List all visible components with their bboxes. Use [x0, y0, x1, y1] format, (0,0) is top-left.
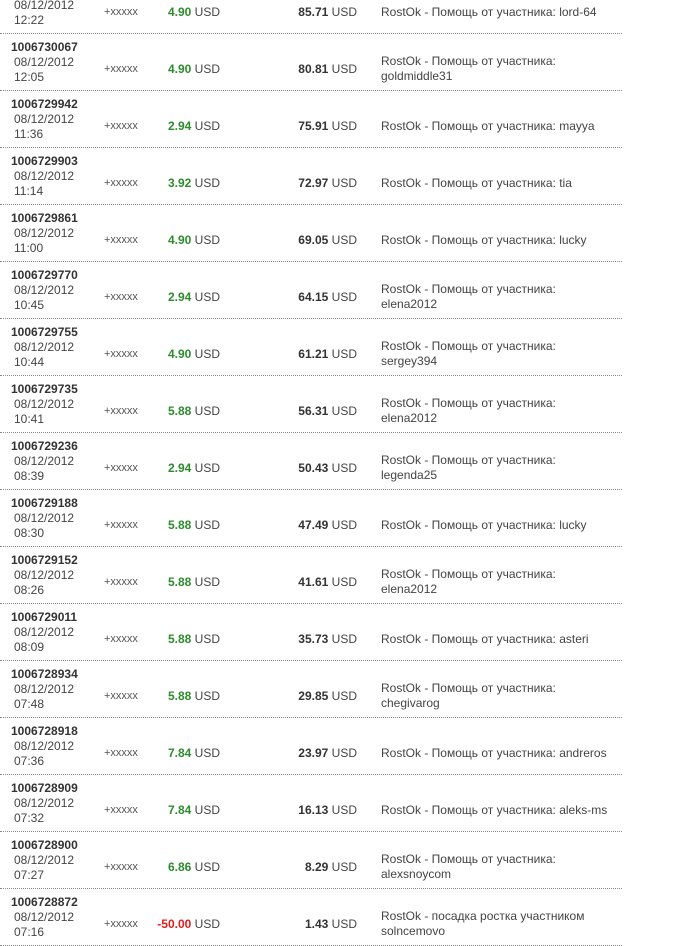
transaction-time: 11:14	[14, 184, 44, 198]
comment-line: sergey394	[381, 354, 438, 368]
transaction-datetime	[14, 0, 84, 28]
transaction-phone: +xxxxx	[104, 177, 138, 189]
transaction-phone: +xxxxx	[104, 348, 138, 360]
amount-currency: USD	[194, 233, 220, 247]
transaction-time: 08:09	[14, 640, 45, 654]
transaction-amount	[168, 233, 220, 247]
comment-line: RostOk - Помощь от участника:	[381, 567, 556, 581]
transaction-row	[0, 433, 622, 490]
transaction-phone: +xxxxx	[104, 633, 138, 645]
comment-line: elena2012	[381, 297, 438, 311]
balance-currency: USD	[331, 347, 357, 361]
balance-currency: USD	[331, 689, 357, 703]
transaction-time: 11:36	[14, 127, 44, 141]
balance-currency: USD	[331, 176, 357, 190]
transaction-row	[0, 262, 622, 319]
transaction-id: 1006729188	[11, 496, 78, 510]
transaction-balance	[298, 233, 357, 247]
amount-currency: USD	[194, 461, 220, 475]
transaction-phone: +xxxxx	[104, 462, 138, 474]
transaction-time: 10:44	[14, 355, 45, 369]
transaction-datetime	[14, 112, 84, 142]
transaction-row	[0, 91, 622, 148]
transaction-balance	[298, 461, 357, 475]
transaction-row	[0, 718, 622, 775]
transaction-row	[0, 775, 622, 832]
amount-currency: USD	[194, 860, 220, 874]
amount-value: 4.90	[167, 5, 192, 19]
transaction-id: 1006730067	[11, 40, 78, 54]
comment-line: RostOk - Помощь от участника:	[381, 681, 556, 695]
balance-value: 41.61	[298, 575, 329, 589]
transaction-date: 08/12/2012	[14, 283, 75, 297]
transaction-balance	[298, 290, 357, 304]
transaction-amount	[157, 917, 220, 931]
balance-value: 61.21	[298, 347, 329, 361]
transaction-comment	[381, 632, 613, 647]
amount-value: 5.88	[167, 575, 192, 589]
balance-currency: USD	[331, 233, 357, 247]
transaction-comment	[381, 681, 613, 711]
transaction-date: 08/12/2012	[14, 169, 75, 183]
comment-line: elena2012	[381, 582, 438, 596]
transaction-phone: +xxxxx	[104, 120, 138, 132]
amount-currency: USD	[194, 518, 220, 532]
transaction-time: 07:16	[14, 925, 45, 939]
transaction-id: 1006729861	[11, 211, 78, 225]
transaction-phone: +xxxxx	[104, 234, 138, 246]
transaction-comment	[381, 339, 613, 369]
transaction-date: 08/12/2012	[14, 511, 75, 525]
balance-currency: USD	[331, 632, 357, 646]
transaction-amount	[168, 803, 220, 817]
transaction-id: 1006729903	[11, 154, 78, 168]
amount-value: 3.92	[167, 176, 192, 190]
comment-line: RostOk - Помощь от участника:	[381, 339, 556, 353]
balance-currency: USD	[331, 518, 357, 532]
transaction-comment	[381, 746, 613, 761]
transaction-comment	[381, 453, 613, 483]
transaction-datetime	[14, 796, 84, 826]
transaction-row	[0, 205, 622, 262]
amount-currency: USD	[194, 746, 220, 760]
transaction-balance	[305, 860, 357, 874]
transaction-phone: +xxxxx	[104, 804, 138, 816]
comment-line: goldmiddle31	[381, 69, 453, 83]
transaction-phone: +xxxxx	[104, 405, 138, 417]
balance-value: 75.91	[298, 119, 329, 133]
amount-value: 6.86	[167, 860, 192, 874]
transaction-datetime	[14, 625, 84, 655]
balance-value: 16.13	[298, 803, 329, 817]
transaction-time: 12:22	[14, 13, 45, 27]
amount-currency: USD	[194, 917, 220, 931]
balance-currency: USD	[331, 290, 357, 304]
transaction-row	[0, 319, 622, 376]
transaction-time: 11:00	[14, 241, 44, 255]
transaction-comment	[381, 803, 613, 818]
transaction-datetime	[14, 853, 84, 883]
balance-value: 50.43	[298, 461, 329, 475]
amount-value: -50.00	[157, 917, 192, 931]
transaction-datetime	[14, 169, 84, 199]
transaction-row	[0, 148, 622, 205]
balance-value: 1.43	[304, 917, 329, 931]
comment-line: RostOk - Помощь от участника:	[381, 852, 556, 866]
transaction-balance	[305, 917, 357, 931]
balance-currency: USD	[331, 461, 357, 475]
transaction-datetime	[14, 910, 84, 940]
transaction-phone: +xxxxx	[104, 861, 138, 873]
amount-currency: USD	[194, 347, 220, 361]
transaction-comment	[381, 909, 613, 939]
transaction-time: 08:39	[14, 469, 45, 483]
transaction-datetime	[14, 283, 84, 313]
transaction-id: 1006729942	[11, 97, 78, 111]
amount-value: 2.94	[167, 290, 192, 304]
transaction-balance	[298, 176, 357, 190]
transaction-phone: +xxxxx	[104, 519, 138, 531]
transaction-comment	[381, 567, 613, 597]
balance-value: 80.81	[298, 62, 329, 76]
transaction-date: 08/12/2012	[14, 340, 75, 354]
balance-value: 56.31	[298, 404, 329, 418]
transaction-id: 1006729755	[11, 325, 78, 339]
transaction-balance	[298, 803, 357, 817]
comment-line: RostOk - Помощь от участника:	[381, 282, 556, 296]
balance-value: 64.15	[298, 290, 329, 304]
transaction-datetime	[14, 739, 84, 769]
balance-currency: USD	[331, 575, 357, 589]
transaction-date: 08/12/2012	[14, 454, 75, 468]
transaction-balance	[298, 575, 357, 589]
comment-line: RostOk - Помощь от участника: mayya	[381, 119, 595, 133]
transaction-row	[0, 832, 622, 889]
comment-line: RostOk - Помощь от участника:	[381, 54, 556, 68]
transaction-phone: +xxxxx	[104, 6, 138, 18]
transaction-row	[0, 0, 622, 34]
balance-value: 69.05	[298, 233, 329, 247]
transaction-balance	[298, 347, 357, 361]
transaction-comment	[381, 282, 613, 312]
comment-line: solncemovo	[381, 924, 446, 938]
amount-currency: USD	[194, 176, 220, 190]
transaction-date: 08/12/2012	[14, 910, 75, 924]
transaction-id: 1006728900	[11, 838, 78, 852]
amount-value: 5.88	[167, 689, 192, 703]
amount-currency: USD	[194, 803, 220, 817]
transaction-comment	[381, 119, 613, 134]
amount-currency: USD	[194, 689, 220, 703]
transaction-date: 08/12/2012	[14, 568, 75, 582]
transaction-amount	[168, 518, 220, 532]
transaction-comment	[381, 5, 613, 20]
transaction-datetime	[14, 682, 84, 712]
transaction-row	[0, 490, 622, 547]
transaction-balance	[298, 689, 357, 703]
transaction-phone: +xxxxx	[104, 576, 138, 588]
transaction-id: 1006729770	[11, 268, 78, 282]
transaction-date: 08/12/2012	[14, 226, 75, 240]
transaction-balance	[298, 518, 357, 532]
transaction-phone: +xxxxx	[104, 747, 138, 759]
balance-value: 85.71	[298, 5, 329, 19]
balance-currency: USD	[331, 803, 357, 817]
transaction-datetime	[14, 511, 84, 541]
amount-value: 4.90	[167, 62, 192, 76]
transaction-date: 08/12/2012	[14, 112, 75, 126]
transaction-amount	[168, 689, 220, 703]
transaction-balance	[298, 62, 357, 76]
transaction-id: 1006729152	[11, 553, 78, 567]
transaction-comment	[381, 852, 613, 882]
transaction-phone: +xxxxx	[104, 291, 138, 303]
transaction-balance	[298, 5, 357, 19]
comment-line: legenda25	[381, 468, 438, 482]
transaction-amount	[168, 632, 220, 646]
comment-line: RostOk - Помощь от участника: asteri	[381, 632, 589, 646]
transaction-amount	[168, 62, 220, 76]
transaction-amount	[168, 746, 220, 760]
comment-line: alexsnoycom	[381, 867, 452, 881]
transaction-time: 10:45	[14, 298, 45, 312]
transaction-time: 08:30	[14, 526, 45, 540]
transaction-date: 08/12/2012	[14, 625, 75, 639]
transaction-row	[0, 889, 622, 946]
transaction-comment	[381, 233, 613, 248]
transaction-time: 08:26	[14, 583, 45, 597]
transaction-datetime	[14, 568, 84, 598]
transaction-id: 1006728872	[11, 895, 78, 909]
transaction-amount	[168, 119, 220, 133]
transaction-comment	[381, 176, 613, 191]
transaction-id: 1006728909	[11, 781, 78, 795]
amount-value: 4.90	[167, 347, 192, 361]
amount-currency: USD	[194, 632, 220, 646]
amount-currency: USD	[194, 404, 220, 418]
amount-currency: USD	[194, 5, 220, 19]
amount-value: 5.88	[167, 518, 192, 532]
transaction-row	[0, 547, 622, 604]
transaction-id: 1006728934	[11, 667, 78, 681]
balance-value: 8.29	[304, 860, 329, 874]
transaction-comment	[381, 518, 613, 533]
amount-value: 5.88	[167, 632, 192, 646]
transaction-datetime	[14, 454, 84, 484]
transaction-time: 07:27	[14, 868, 45, 882]
transaction-date: 08/12/2012	[14, 853, 75, 867]
transaction-amount	[168, 290, 220, 304]
transaction-row	[0, 661, 622, 718]
amount-value: 5.88	[167, 404, 192, 418]
transaction-datetime	[14, 55, 84, 85]
transaction-balance	[298, 119, 357, 133]
balance-value: 29.85	[298, 689, 329, 703]
transaction-date: 08/12/2012	[14, 796, 75, 810]
transaction-date: 08/12/2012	[14, 0, 75, 12]
transaction-time: 07:48	[14, 697, 45, 711]
transaction-id: 1006729236	[11, 439, 78, 453]
balance-currency: USD	[331, 119, 357, 133]
transaction-amount	[168, 176, 220, 190]
amount-currency: USD	[194, 290, 220, 304]
balance-value: 23.97	[298, 746, 329, 760]
transaction-comment	[381, 396, 613, 426]
transaction-amount	[168, 404, 220, 418]
transaction-time: 07:32	[14, 811, 45, 825]
balance-value: 35.73	[298, 632, 329, 646]
transaction-phone: +xxxxx	[104, 690, 138, 702]
comment-line: RostOk - Помощь от участника:	[381, 396, 556, 410]
balance-currency: USD	[331, 404, 357, 418]
transaction-phone: +xxxxx	[104, 63, 138, 75]
comment-line: RostOk - Помощь от участника: tia	[381, 176, 572, 190]
amount-currency: USD	[194, 62, 220, 76]
balance-currency: USD	[331, 5, 357, 19]
transaction-date: 08/12/2012	[14, 55, 75, 69]
transaction-row	[0, 376, 622, 433]
amount-value: 7.84	[167, 803, 192, 817]
transaction-datetime	[14, 340, 84, 370]
comment-line: RostOk - Помощь от участника: lucky	[381, 518, 587, 532]
comment-line: chegivarog	[381, 696, 440, 710]
transaction-id: 1006729011	[11, 610, 78, 624]
transaction-amount	[168, 575, 220, 589]
transaction-datetime	[14, 226, 84, 256]
balance-currency: USD	[331, 746, 357, 760]
transaction-row	[0, 34, 622, 91]
transaction-balance	[298, 746, 357, 760]
transaction-comment	[381, 54, 613, 84]
transaction-time: 10:41	[14, 412, 45, 426]
comment-line: elena2012	[381, 411, 438, 425]
transaction-amount	[168, 347, 220, 361]
transaction-amount	[168, 5, 220, 19]
transaction-phone: +xxxxx	[104, 918, 138, 930]
transaction-time: 12:05	[14, 70, 45, 84]
amount-currency: USD	[194, 575, 220, 589]
transaction-id: 1006728918	[11, 724, 78, 738]
comment-line: RostOk - Помощь от участника: lord-64	[381, 5, 597, 19]
balance-value: 72.97	[298, 176, 329, 190]
amount-value: 2.94	[167, 461, 192, 475]
balance-currency: USD	[331, 917, 357, 931]
transaction-id: 1006729735	[11, 382, 78, 396]
transaction-amount	[168, 461, 220, 475]
amount-value: 4.90	[167, 233, 192, 247]
transaction-amount	[168, 860, 220, 874]
comment-line: RostOk - Помощь от участника: andreros	[381, 746, 607, 760]
transaction-time: 07:36	[14, 754, 45, 768]
transaction-balance	[298, 404, 357, 418]
transaction-balance	[298, 632, 357, 646]
transaction-date: 08/12/2012	[14, 682, 75, 696]
amount-value: 2.94	[167, 119, 192, 133]
transaction-row	[0, 604, 622, 661]
comment-line: RostOk - Помощь от участника: aleks-ms	[381, 803, 608, 817]
transaction-date: 08/12/2012	[14, 397, 75, 411]
comment-line: RostOk - посадка ростка участником	[381, 909, 585, 923]
comment-line: RostOk - Помощь от участника:	[381, 453, 556, 467]
amount-value: 7.84	[167, 746, 192, 760]
balance-value: 47.49	[298, 518, 329, 532]
comment-line: RostOk - Помощь от участника: lucky	[381, 233, 587, 247]
transaction-date: 08/12/2012	[14, 739, 75, 753]
amount-currency: USD	[194, 119, 220, 133]
balance-currency: USD	[331, 62, 357, 76]
balance-currency: USD	[331, 860, 357, 874]
transaction-datetime	[14, 397, 84, 427]
